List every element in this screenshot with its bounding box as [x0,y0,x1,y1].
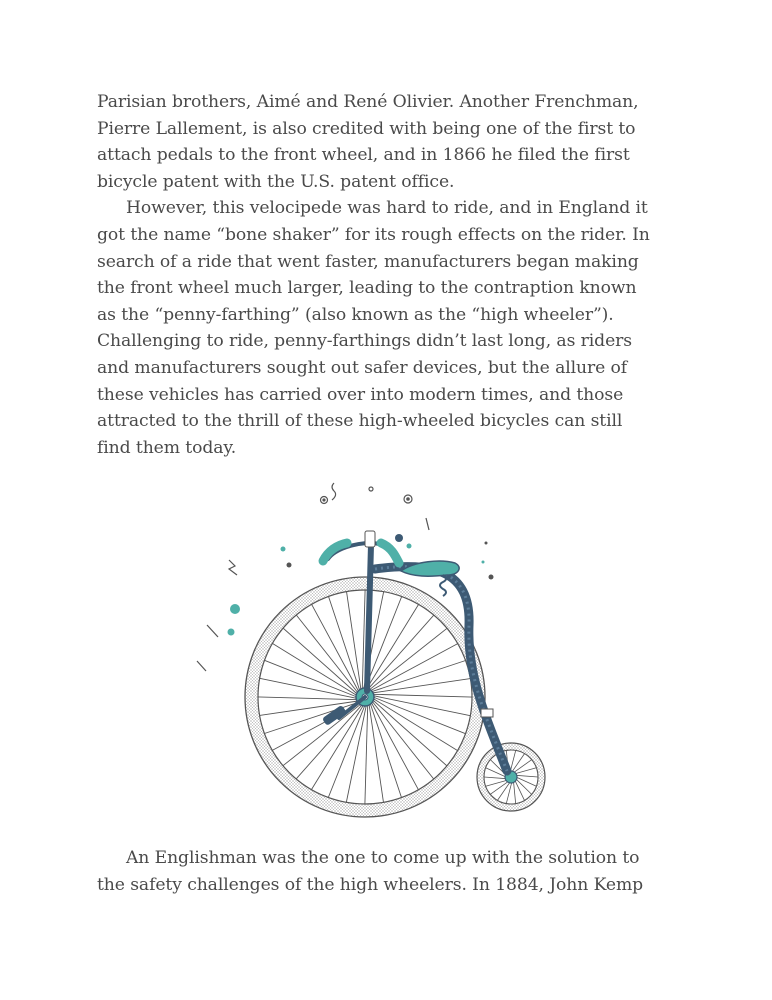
text-line: bicycle patent with the U.S. patent office. [97,171,455,192]
text-block-top [97,89,677,461]
penny-farthing-bicycle-icon [185,475,565,820]
text-line: Pierre Lallement, is also credited with being one of the first to [97,118,636,139]
paragraph-1 [97,89,677,195]
text-line: attracted to the thrill of these high-wheeled bicycles can still [97,411,623,432]
text-line: However, this velocipede was hard to ride, and in England it [126,198,648,219]
text-line: got the name “bone shaker” for its rough effects on the rider. In [97,224,650,245]
text-line: Challenging to ride, penny-farthings didn’t last long, as riders [97,331,632,352]
text-line: the front wheel much larger, leading to the contraption known [97,278,637,299]
text-line: the safety challenges of the high wheelers. In 1884, John Kemp [97,874,644,895]
rear-wheel [477,743,545,811]
text-line: these vehicles has carried over into modern times, and those [97,384,624,405]
handlebars [323,531,399,563]
text-line: attach pedals to the front wheel, and in 1866 he filed the first [97,145,630,166]
text-line: find them today. [97,437,237,458]
text-line: and manufacturers sought out safer devices, but the allure of [97,357,628,378]
text-block-bottom [97,845,677,898]
paragraph-3 [97,845,677,898]
text-line: as the “penny-farthing” (also known as the “high wheeler”). [97,304,614,325]
paragraph-2 [97,195,677,461]
text-line: Parisian brothers, Aimé and René Olivier. Another Frenchman, [97,92,639,112]
text-line: search of a ride that went faster, manufacturers began making [97,251,639,272]
text-line: An Englishman was the one to come up with the solution to [126,848,640,868]
